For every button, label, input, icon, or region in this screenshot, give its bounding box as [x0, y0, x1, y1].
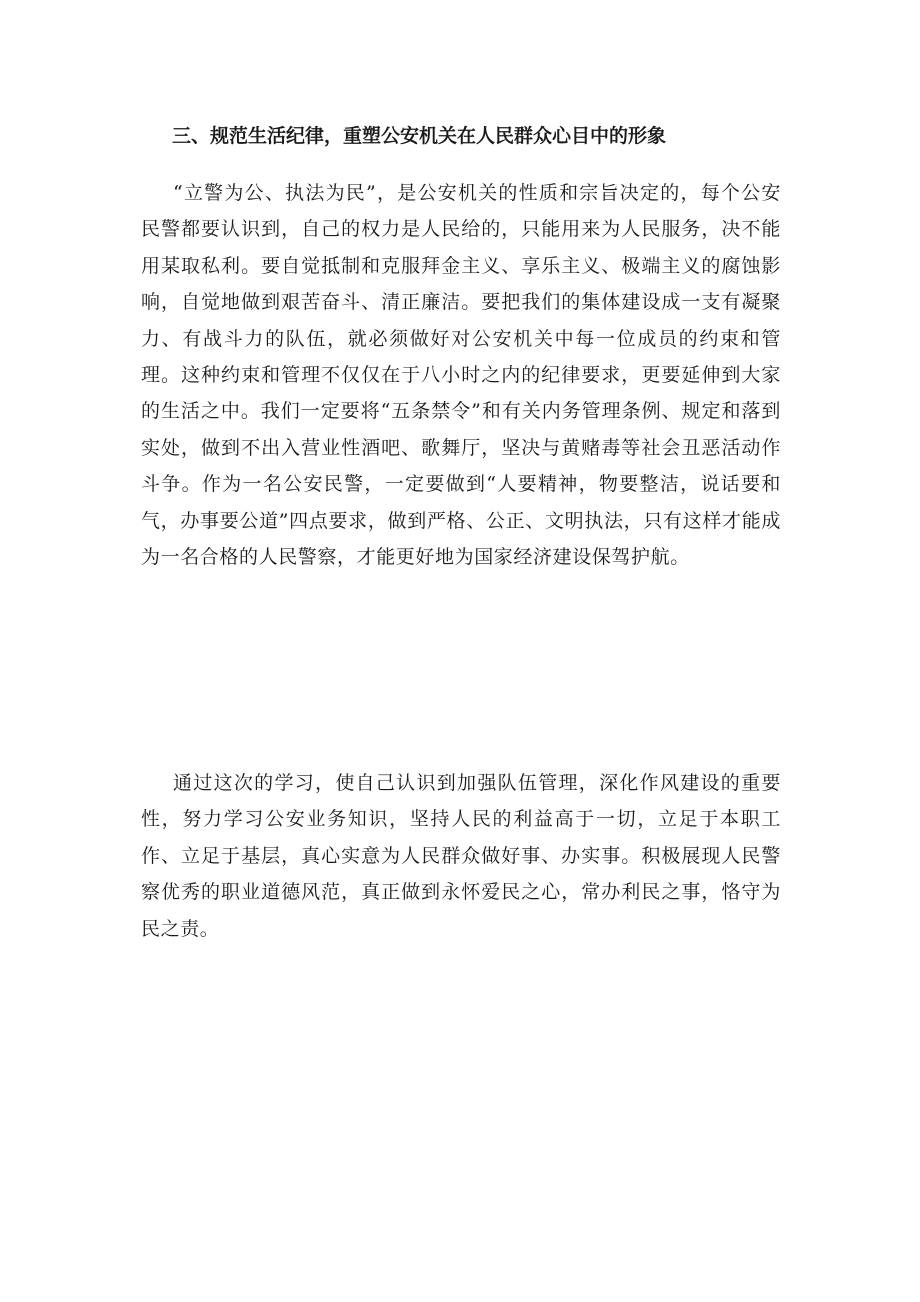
body-paragraph-1: “立警为公、执法为民”，是公安机关的性质和宗旨决定的，每个公安民警都要认识到，自己的权力是人民给的，只能用来为人民服务，决不能用某取私利。要自觉抵制和克服拜金主义、享乐主义、极端主义的腐蚀影响，自觉地做到艰苦奋斗、清正廉洁。要把我们的集体建设成一支有凝聚力、有战斗力的队伍，就必须做好对公安机关中每一位成员的约束和管理。这种约束和管理不仅仅在于八小时之内的纪律要求，更要延伸到大家的生活之中。我们一定要将“五条禁令”和有关内务管理条例、规定和落到实处，做到不出入营业性酒吧、歌舞厅，坚决与黄赌毒等社会丑恶活动作斗争。作为一名公安民警，一定要做到“人要精神，物要整洁，说话要和气，办事要公道”四点要求，做到严格、公正、文明执法，只有这样才能成为一名合格的人民警察，才能更好地为国家经济建设保驾护航。: [141, 182, 781, 569]
body-paragraph-2: 通过这次的学习，使自己认识到加强队伍管理，深化作风建设的重要性，努力学习公安业务知识，坚持人民的利益高于一切，立足于本职工作、立足于基层，真心实意为人民群众做好事、办实事。积极展现人民警察优秀的职业道德风范，真正做到永怀爱民之心，常办利民之事，恪守为民之责。: [141, 772, 781, 940]
section-heading: 三、规范生活纪律，重塑公安机关在人民群众心目中的形象: [172, 125, 667, 147]
